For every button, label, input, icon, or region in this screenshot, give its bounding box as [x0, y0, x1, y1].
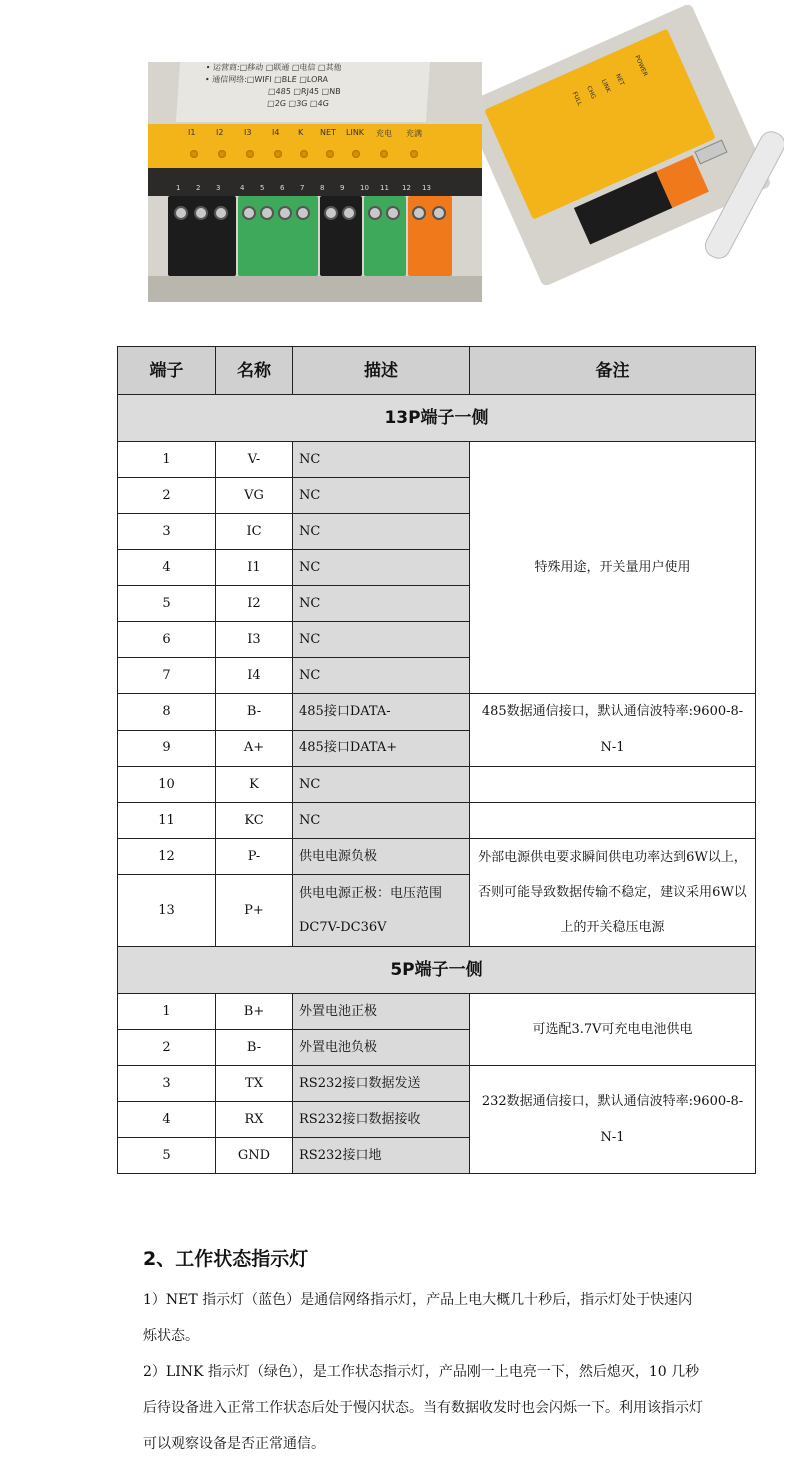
label-line: • 通信网络:□WIFI □BLE □LORA	[204, 75, 329, 84]
cell-desc: 485接口DATA+	[293, 730, 470, 767]
cell-note: 可选配3.7V可充电电池供电	[470, 994, 756, 1066]
device-front-photo	[148, 62, 482, 302]
cell-name: P+	[216, 875, 293, 947]
cell-no: 6	[118, 622, 216, 658]
paragraph-link-led: 2）LINK 指示灯（绿色），是工作状态指示灯，产品刚一上电亮一下，然后熄灭，10 几秒后待设备进入正常工作状态后处于慢闪状态。当有数据收发时也会闪烁一下。利用该指示灯可以观察设备是否正常通信。	[143, 1364, 703, 1452]
led-indicator	[246, 150, 254, 158]
led-indicator	[190, 150, 198, 158]
header-cell: 描述	[293, 347, 470, 395]
panel-text: CHG	[585, 84, 598, 101]
panel-text: POWER	[633, 54, 649, 78]
led-indicator	[326, 150, 334, 158]
screw	[342, 206, 356, 220]
terminal-number: 8	[320, 184, 325, 192]
cell-no: 1	[118, 442, 216, 478]
cell-note	[470, 767, 756, 803]
paragraph-net-led: 1）NET 指示灯（蓝色）是通信网络指示灯，产品上电大概几十秒后，指示灯处于快速闪烁状态。	[143, 1292, 693, 1344]
cell-name: A+	[216, 730, 293, 767]
cell-no: 10	[118, 767, 216, 803]
screw	[278, 206, 292, 220]
cell-name: I1	[216, 550, 293, 586]
led-label: 充电	[376, 129, 392, 138]
cell-name: VG	[216, 478, 293, 514]
terminal-number: 6	[280, 184, 285, 192]
terminal-number-strip	[148, 168, 482, 196]
led-panel	[148, 124, 482, 168]
terminal-block-green	[238, 196, 318, 276]
terminal-number: 11	[380, 184, 389, 192]
led-label: K	[298, 128, 304, 137]
terminal-number: 5	[260, 184, 265, 192]
table-row	[118, 994, 756, 1030]
screw	[194, 206, 208, 220]
section-row	[118, 395, 756, 442]
label-line: □485 □RJ45 □NB	[267, 87, 341, 96]
cell-name: B-	[216, 694, 293, 731]
cell-no: 5	[118, 586, 216, 622]
led-label: I3	[244, 128, 252, 137]
screw	[324, 206, 338, 220]
cell-desc: NC	[293, 550, 470, 586]
cell-desc: NC	[293, 442, 470, 478]
screw	[386, 206, 400, 220]
terminal-number: 13	[422, 184, 431, 192]
terminal-number: 7	[300, 184, 305, 192]
section-title: 13P端子一侧	[118, 395, 756, 442]
cell-note: 外部电源供电要求瞬间供电功率达到6W以上，否则可能导致数据传输不稳定，建议采用6W以上的开关稳压电源	[470, 839, 756, 947]
led-label: 充满	[406, 129, 422, 138]
terminal-table	[117, 346, 756, 1174]
cell-desc: 外置电池负极	[293, 1030, 470, 1066]
cell-desc: NC	[293, 658, 470, 694]
led-label: I1	[188, 128, 196, 137]
cell-name: K	[216, 767, 293, 803]
device-label-sticker	[176, 62, 430, 122]
terminal-number: 4	[240, 184, 245, 192]
panel-text: NET	[614, 72, 626, 87]
cell-no: 5	[118, 1138, 216, 1174]
cell-desc: 外置电池正极	[293, 994, 470, 1030]
led-label: LINK	[346, 128, 365, 137]
table-row	[118, 767, 756, 803]
cell-no: 3	[118, 514, 216, 550]
cell-desc: NC	[293, 478, 470, 514]
cell-note	[470, 803, 756, 839]
section-row	[118, 947, 756, 994]
screw	[432, 206, 446, 220]
led-indicator	[352, 150, 360, 158]
terminal-number: 1	[176, 184, 181, 192]
table-header-row	[118, 347, 756, 395]
cell-desc: NC	[293, 803, 470, 839]
section-title: 5P端子一侧	[118, 947, 756, 994]
cell-no: 1	[118, 994, 216, 1030]
screw	[296, 206, 310, 220]
led-indicator	[218, 150, 226, 158]
cell-no: 11	[118, 803, 216, 839]
cell-note: 232数据通信接口，默认通信波特率:9600-8-N-1	[470, 1066, 756, 1174]
terminal-block-black	[320, 196, 362, 276]
cell-desc: 供电电源正极：电压范围DC7V-DC36V	[293, 875, 470, 947]
cell-name: I4	[216, 658, 293, 694]
panel-text: FULL	[570, 90, 584, 107]
cell-no: 2	[118, 1030, 216, 1066]
cell-no: 9	[118, 730, 216, 767]
screw	[412, 206, 426, 220]
led-indicator	[300, 150, 308, 158]
terminal-number: 10	[360, 184, 369, 192]
cell-no: 7	[118, 658, 216, 694]
table-row	[118, 442, 756, 478]
led-indicator	[380, 150, 388, 158]
led-indicator	[410, 150, 418, 158]
cell-name: GND	[216, 1138, 293, 1174]
section-heading: 2、工作状态指示灯	[143, 1248, 309, 1270]
screw	[214, 206, 228, 220]
cell-desc: NC	[293, 586, 470, 622]
cell-no: 4	[118, 550, 216, 586]
terminal-block-black	[168, 196, 236, 276]
cell-desc: NC	[293, 622, 470, 658]
cell-no: 8	[118, 694, 216, 731]
cell-desc: RS232接口地	[293, 1138, 470, 1174]
terminal-number: 12	[402, 184, 411, 192]
cell-desc: RS232接口数据发送	[293, 1066, 470, 1102]
terminal-number: 3	[216, 184, 221, 192]
screw	[242, 206, 256, 220]
cell-name: RX	[216, 1102, 293, 1138]
table-row	[118, 803, 756, 839]
cell-name: I3	[216, 622, 293, 658]
led-label: NET	[320, 128, 336, 137]
led-label: I4	[272, 128, 280, 137]
cell-no: 2	[118, 478, 216, 514]
led-label: I2	[216, 128, 224, 137]
label-line: • 运营商:□移动 □联通 □电信 □其他	[205, 63, 342, 72]
panel-text: LINK	[599, 78, 612, 94]
cell-name: IC	[216, 514, 293, 550]
screw	[368, 206, 382, 220]
table-row	[118, 839, 756, 875]
cell-name: KC	[216, 803, 293, 839]
cell-desc: NC	[293, 767, 470, 803]
header-cell: 端子	[118, 347, 216, 395]
cell-note: 485数据通信接口，默认通信波特率:9600-8-N-1	[470, 694, 756, 767]
cell-name: TX	[216, 1066, 293, 1102]
cell-desc: RS232接口数据接收	[293, 1102, 470, 1138]
device-angle-photo	[482, 5, 784, 285]
terminal-block-green	[364, 196, 406, 276]
cell-no: 12	[118, 839, 216, 875]
header-cell: 备注	[470, 347, 756, 395]
header-cell: 名称	[216, 347, 293, 395]
terminal-blocks	[148, 196, 482, 286]
cell-name: V-	[216, 442, 293, 478]
cell-name: P-	[216, 839, 293, 875]
cell-desc: 供电电源负极	[293, 839, 470, 875]
terminal-block-orange	[408, 196, 452, 276]
cell-no: 3	[118, 1066, 216, 1102]
cell-name: B+	[216, 994, 293, 1030]
cell-desc: 485接口DATA-	[293, 694, 470, 731]
table-row	[118, 694, 756, 731]
screw	[260, 206, 274, 220]
screw	[174, 206, 188, 220]
table-row	[118, 1066, 756, 1102]
device-case-bottom	[148, 276, 482, 302]
cell-no: 4	[118, 1102, 216, 1138]
cell-name: I2	[216, 586, 293, 622]
terminal-number: 2	[196, 184, 201, 192]
led-indicator	[274, 150, 282, 158]
cell-note: 特殊用途，开关量用户使用	[470, 442, 756, 694]
cell-desc: NC	[293, 514, 470, 550]
label-line: □2G □3G □4G	[266, 99, 330, 108]
cell-no: 13	[118, 875, 216, 947]
terminal-number: 9	[340, 184, 345, 192]
cell-name: B-	[216, 1030, 293, 1066]
